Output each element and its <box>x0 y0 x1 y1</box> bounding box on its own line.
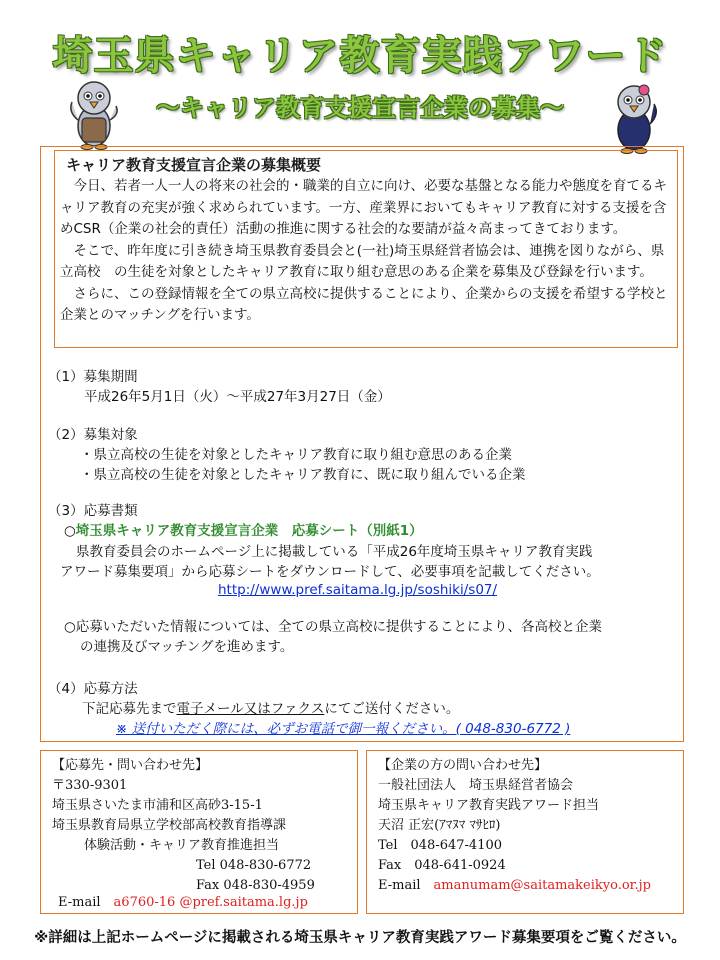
page-subtitle: ～キャリア教育支援宣言企業の募集～ <box>156 94 564 122</box>
info-sharing-1: ○応募いただいた情報については、全ての県立高校に提供することにより、各高校と企業 <box>64 619 603 635</box>
page-title: 埼玉県キャリア教育実践アワード <box>52 33 668 79</box>
contact-left-dept: 埼玉県教育局県立学校部高校教育指導課 <box>52 818 287 833</box>
mascot-bird-icon <box>64 76 124 150</box>
homepage-link[interactable]: http://www.pref.saitama.lg.jp/soshiki/s07/ <box>218 582 498 598</box>
application-document <box>64 522 423 540</box>
email-label: E-mail <box>378 878 421 893</box>
overview-para-3: さらに、この登録情報を全ての県立高校に提供することにより、企業からの支援を希望する学校と企業とのマッチングを行います。 <box>60 285 668 323</box>
contact-right-email-row <box>378 876 651 896</box>
overview-para-1: 今日、若者一人一人の将来の社会的・職業的自立に向け、必要な基盤となる能力や態度を育てるキャリア教育の充実が強く求められています。一方、産業界においてもキャリア教育に対する支援を含めCSR（企業の社会的責任）活動の推進に関する社会的な要請が益々高まってきております。 <box>60 178 667 237</box>
section-4-heading: （4）応募方法 <box>48 681 138 697</box>
submission-post: にてご送付ください。 <box>324 701 460 717</box>
contact-right-heading: 【企業の方の問い合わせ先】 <box>378 758 548 773</box>
section-1-heading: （1）募集期間 <box>48 369 138 385</box>
contact-left-section: 体験活動・キャリア教育推進担当 <box>84 838 280 853</box>
contact-right-email[interactable]: amanumam@saitamakeikyo.or.jp <box>433 878 651 893</box>
section-3-heading: （3）応募書類 <box>48 503 138 519</box>
contact-right-tel: Tel 048-647-4100 <box>378 838 503 853</box>
recruitment-period: 平成26年5月1日（火）～平成27年3月27日（金） <box>84 389 391 405</box>
contact-left-email-row <box>58 893 308 913</box>
phone-notice: ※ 送付いただく際には、必ずお電話で御一報ください。( 048-830-6772 ) <box>116 721 571 737</box>
download-instruction-2: アワード募集要項」から応募シートをダウンロードして、必要事項を記載してください。 <box>60 564 600 580</box>
overview-text <box>60 176 674 327</box>
download-instruction-1: 県教育委員会のホームページ上に掲載している「平成26年度埼玉県キャリア教育実践 <box>76 544 593 560</box>
bullet: ○ <box>64 523 76 539</box>
section-2-heading: （2）募集対象 <box>48 427 138 443</box>
submission-method <box>82 700 459 718</box>
target-item-1: ・県立高校の生徒を対象としたキャリア教育に取り組む意思のある企業 <box>80 447 512 463</box>
contact-right-person: 天沼 正宏(ｱﾏﾇﾏ ﾏｻﾋﾛ) <box>378 818 501 833</box>
document-name: 埼玉県キャリア教育支援宣言企業 応募シート（別紙1） <box>75 523 423 539</box>
contact-left-tel: Tel 048-830-6772 <box>196 858 312 873</box>
contact-left-fax: Fax 048-830-4959 <box>196 878 315 893</box>
overview-heading: キャリア教育支援宣言企業の募集概要 <box>66 156 322 174</box>
footer-note: ※詳細は上記ホームページに掲載される埼玉県キャリア教育実践アワード募集要項をご覧ください。 <box>34 930 686 946</box>
contact-left-address: 埼玉県さいたま市浦和区高砂3-15-1 <box>52 798 263 813</box>
submission-channels: 電子メール又はファクス <box>176 701 325 717</box>
contact-right-dept: 埼玉県キャリア教育実践アワード担当 <box>378 798 600 813</box>
submission-pre: 下記応募先まで <box>82 701 177 717</box>
contact-left-postal: 〒330-9301 <box>52 778 128 793</box>
contact-left-email[interactable]: a6760-16 @pref.saitama.lg.jp <box>113 895 308 910</box>
contact-right-fax: Fax 048-641-0924 <box>378 858 506 873</box>
contact-left-heading: 【応募先・問い合わせ先】 <box>52 758 209 773</box>
info-sharing-2: の連携及びマッチングを進めます。 <box>80 639 294 655</box>
contact-right-org: 一般社団法人 埼玉県経営者協会 <box>378 778 574 793</box>
target-item-2: ・県立高校の生徒を対象としたキャリア教育に、既に取り組んでいる企業 <box>80 467 526 483</box>
overview-para-2: そこで、昨年度に引き続き埼玉県教育委員会と(一社)埼玉県経営者協会は、連携を図りながら、県立高校 の生徒を対象としたキャリア教育に取り組む意思のある企業を募集及び登録を行います。 <box>60 242 665 280</box>
mascot-bird-icon <box>604 80 664 154</box>
email-label: E-mail <box>58 895 101 910</box>
